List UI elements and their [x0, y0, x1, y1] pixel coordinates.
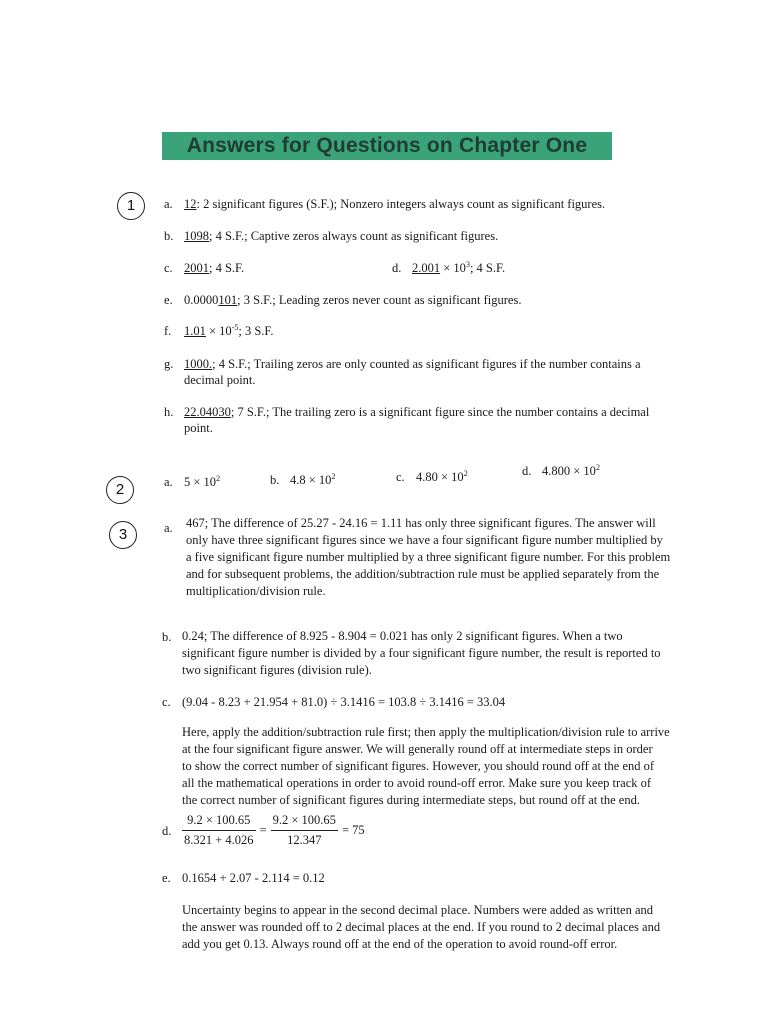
q3-answer-a-label: a.	[164, 521, 173, 535]
question-number-1: 1	[117, 192, 145, 220]
q2-answer-a	[164, 474, 220, 490]
answer-text: ; 4 S.F.	[209, 261, 245, 275]
answer-value: 5 × 10	[184, 475, 217, 489]
item-label: c.	[164, 261, 173, 275]
answer-value: 4.8 × 10	[290, 473, 332, 487]
q3-answer-c-explanation	[182, 724, 670, 809]
fraction-numerator: 9.2 × 100.65	[182, 812, 256, 831]
answer-text: ; 4 S.F.; Trailing zeros are only counted as significant figures if the number contains a	[212, 357, 641, 371]
question-number-2: 2	[106, 476, 134, 504]
q3-answer-b	[182, 628, 661, 679]
item-label: b.	[164, 229, 174, 243]
q1-answer-f	[164, 323, 274, 339]
answer-text: ; 3 S.F.	[238, 324, 274, 338]
q1-answer-b	[164, 228, 498, 244]
q1-answer-a	[164, 196, 605, 212]
q1-answer-h-continued: point.	[184, 421, 213, 435]
item-label: b.	[270, 473, 280, 487]
answer-prefix: 0.0000	[184, 293, 219, 307]
title-highlight	[162, 132, 612, 160]
answer-value: 22.04030	[184, 405, 231, 419]
answer-value: 1098	[184, 229, 209, 243]
q1-answer-h	[164, 404, 649, 420]
paragraph-line: only have three significant figures since we have a four significant figure number multiplied by	[186, 533, 663, 547]
equals-sign: =	[259, 823, 267, 837]
answer-value: 2.001	[412, 261, 441, 275]
q3-answer-b-label: b.	[162, 630, 172, 644]
item-label: h.	[164, 405, 174, 419]
paragraph-line: significant figure number is divided by a four significant figure number, the result is reported to	[182, 646, 661, 660]
q3-answer-d-label: d.	[162, 824, 172, 838]
q1-answer-c	[164, 260, 244, 276]
paragraph-line: at the four significant figure answer. We will generally round off at intermediate steps in order	[182, 742, 653, 756]
q1-answer-d	[392, 260, 505, 276]
q3-answer-e-equation: 0.1654 + 2.07 - 2.114 = 0.12	[182, 871, 325, 885]
answer-times: × 10	[440, 261, 466, 275]
fraction-numerator: 9.2 × 100.65	[271, 812, 338, 831]
answer-value: 12	[184, 197, 197, 211]
item-label: d.	[522, 464, 532, 478]
answer-exponent: 3	[465, 259, 470, 269]
paragraph-line: add you get 0.13. Always round off at the end of the operation to avoid round-off error.	[182, 937, 618, 951]
paragraph-line: all the mathematical operations in order to avoid round-off error. Make sure you keep track of	[182, 776, 652, 790]
q3-answer-e-explanation	[182, 902, 660, 953]
q3-answer-a	[186, 515, 670, 600]
answer-value: 101	[218, 293, 238, 307]
q3-answer-c-equation: (9.04 - 8.23 + 21.954 + 81.0) ÷ 3.1416 = 103.8 ÷ 3.1416 = 33.04	[182, 695, 506, 709]
question-number-3: 3	[109, 521, 137, 549]
q3-answer-d-equation	[182, 812, 369, 849]
q2-answer-c	[396, 469, 468, 485]
answer-exponent: 2	[463, 468, 468, 478]
item-label: a.	[164, 197, 173, 211]
answer-value: 1.01	[184, 324, 206, 338]
item-label: e.	[164, 293, 173, 307]
fraction-denominator: 12.347	[287, 833, 322, 847]
item-label: g.	[164, 357, 174, 371]
item-label: f.	[164, 324, 172, 338]
answer-value: 2001	[184, 261, 209, 275]
answer-value: 4.80 × 10	[416, 470, 464, 484]
fraction-denominator: 8.321 + 4.026	[184, 833, 254, 847]
paragraph-line: to show the correct number of significant figures. However, you should round off at the end of	[182, 759, 655, 773]
answer-exponent: -5	[231, 322, 239, 332]
fraction-1	[182, 812, 256, 849]
answer-text: ; 7 S.F.; The trailing zero is a significant figure since the number contains a decimal	[230, 405, 650, 419]
answer-text: ; 4 S.F.; Captive zeros always count as significant figures.	[209, 229, 499, 243]
item-label: a.	[164, 475, 173, 489]
paragraph-line: a five significant figure number multiplied by a three significant figure number. For this problem	[186, 550, 671, 564]
paragraph-line: two significant figures (division rule).	[182, 663, 372, 677]
paragraph-line: and for subsequent problems, the addition/subtraction rule must be applied separately from the	[186, 567, 660, 581]
item-label: c.	[396, 470, 405, 484]
q1-answer-g-continued: decimal point.	[184, 373, 256, 387]
answer-text: ; 4 S.F.	[469, 261, 506, 275]
answer-value: 1000.	[184, 357, 213, 371]
answer-exponent: 2	[216, 473, 221, 483]
answer-text: ; 3 S.F.; Leading zeros never count as significant figures.	[237, 293, 522, 307]
equation-result: = 75	[341, 823, 365, 837]
q3-answer-e-label: e.	[162, 871, 171, 885]
fraction-2	[271, 812, 338, 849]
paragraph-line: multiplication/division rule.	[186, 584, 326, 598]
answer-times: × 10	[205, 324, 232, 338]
q2-answer-d	[522, 463, 600, 479]
answer-value: 4.800 × 10	[542, 464, 596, 478]
q3-answer-c-label: c.	[162, 695, 171, 709]
paragraph-line: the answer was rounded off to 2 decimal places at the end. If you round to 2 decimal places and	[182, 920, 661, 934]
paragraph-line: 467; The difference of 25.27 - 24.16 = 1.11 has only three significant figures. The answer will	[186, 516, 656, 530]
item-label: d.	[392, 261, 402, 275]
answer-exponent: 2	[331, 471, 336, 481]
paragraph-line: Uncertainty begins to appear in the second decimal place. Numbers were added as written and	[182, 903, 654, 917]
answer-text: : 2 significant figures (S.F.); Nonzero integers always count as significant figures.	[196, 197, 606, 211]
q1-answer-e	[164, 292, 521, 308]
paragraph-line: 0.24; The difference of 8.925 - 8.904 = 0.021 has only 2 significant figures. When a two	[182, 629, 623, 643]
paragraph-line: Here, apply the addition/subtraction rule first; then apply the multiplication/division rule to arrive	[182, 725, 670, 739]
paragraph-line: the correct number of significant figures during intermediate steps, but round off at the end.	[182, 793, 640, 807]
q2-answer-b	[270, 472, 335, 488]
page-title: Answers for Questions on Chapter One	[162, 132, 612, 160]
answer-exponent: 2	[595, 462, 600, 472]
q1-answer-g	[164, 356, 641, 372]
